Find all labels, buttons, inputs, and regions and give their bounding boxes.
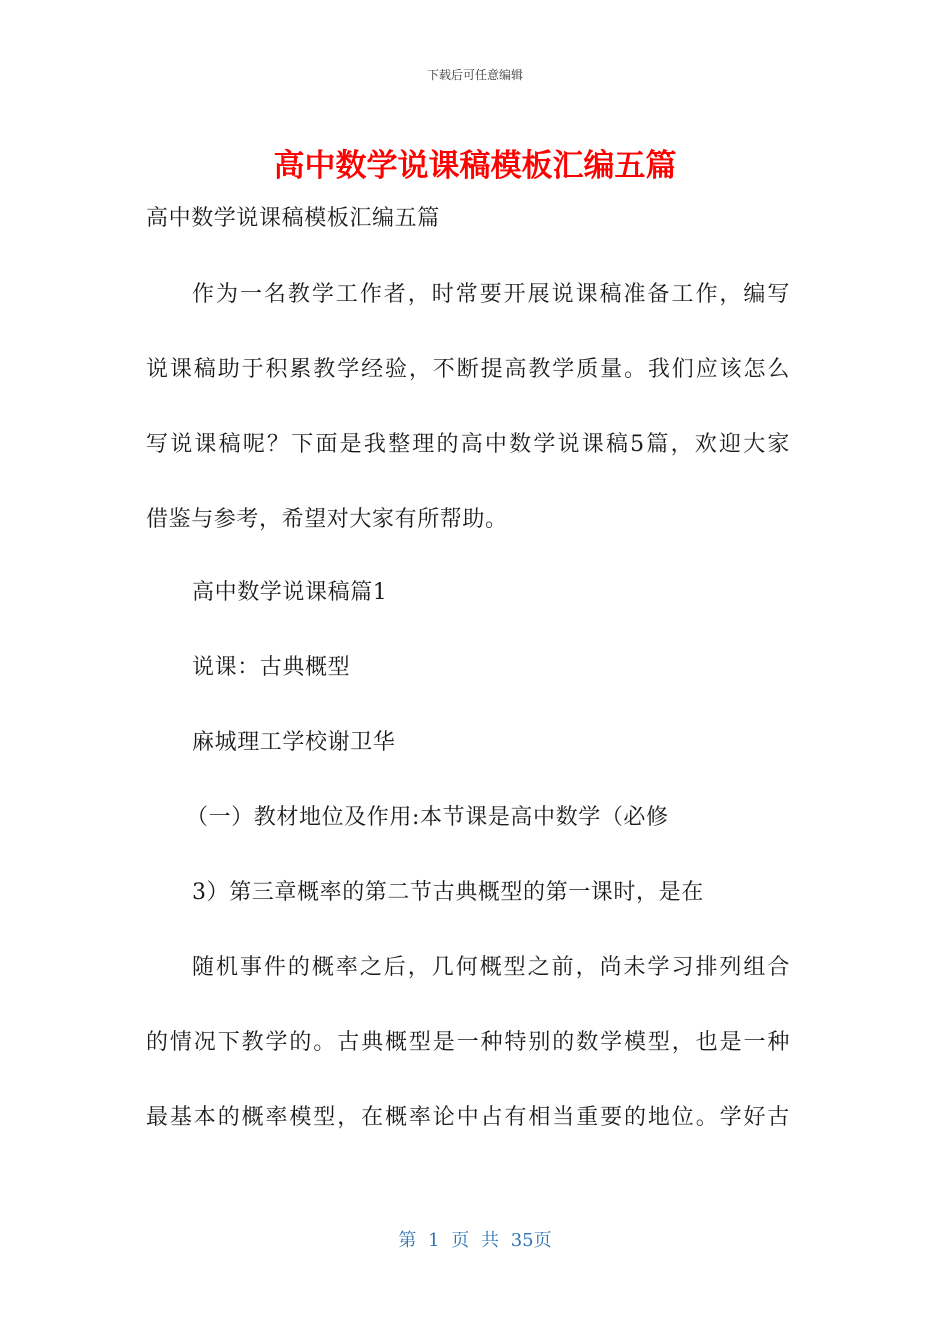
author-line: 麻城理工学校谢卫华 [192, 730, 396, 755]
paragraph-line: 借鉴与参考，希望对大家有所帮助。 [146, 507, 508, 532]
paragraph-line: 的情况下教学的。古典概型是一种特别的数学模型，也是一种 [146, 1030, 790, 1055]
paragraph-line: （一）教材地位及作用:本节课是高中数学（必修 [186, 805, 669, 830]
header-note: 下载后可任意编辑 [426, 68, 523, 82]
section-heading: 高中数学说课稿篇1 [192, 580, 388, 605]
paragraph-line: 随机事件的概率之后，几何概型之前，尚未学习排列组合 [192, 955, 790, 980]
paragraph-line: 说课稿助于积累教学经验，不断提高教学质量。我们应该怎么 [146, 357, 790, 382]
lesson-topic: 说课：古典概型 [192, 655, 351, 680]
paragraph-line: 最基本的概率模型，在概率论中占有相当重要的地位。学好古 [146, 1105, 790, 1130]
subtitle-line: 高中数学说课稿模板汇编五篇 [146, 206, 440, 231]
paragraph-line: 作为一名教学工作者，时常要开展说课稿准备工作，编写 [192, 282, 790, 307]
page-number: 第 1 页 共 35页 [398, 1230, 552, 1251]
paragraph-line: 3）第三章概率的第二节古典概型的第一课时，是在 [192, 880, 704, 905]
paragraph-line: 写说课稿呢？下面是我整理的高中数学说课稿5篇，欢迎大家 [146, 432, 790, 457]
document-title: 高中数学说课稿模板汇编五篇 [273, 148, 677, 184]
